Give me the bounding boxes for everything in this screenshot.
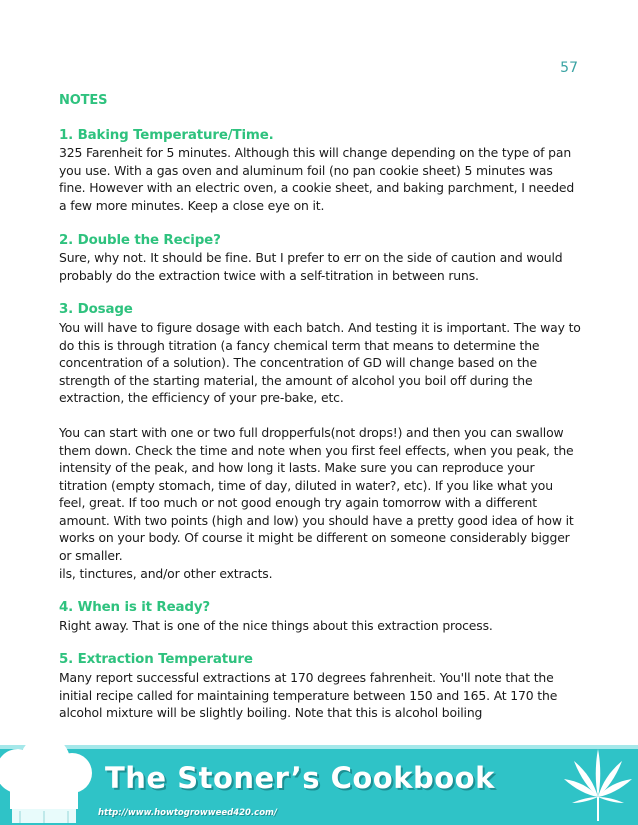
section-paragraph: Right away. That is one of the nice things about this extraction process. xyxy=(59,617,493,633)
section-when-ready xyxy=(59,599,581,634)
page-content xyxy=(59,92,581,739)
section-heading: 1. Baking Temperature/Time. xyxy=(59,127,274,143)
section-paragraph-tail: ils, tinctures, and/or other extracts. xyxy=(59,565,273,581)
section-paragraph: You will have to figure dosage with each batch. And testing it is important. The way to do this is through titration (a fancy chemical term that means to determine the concentration of a solution). The concentration of GD will change based on the strength of the starting material, the amount of alcohol you boil off during the extraction, the efficiency of your pre-bake, etc. xyxy=(59,319,581,406)
section-heading: 2. Double the Recipe? xyxy=(59,232,221,248)
cannabis-leaf-icon xyxy=(562,747,634,825)
section-double-recipe xyxy=(59,232,581,285)
notes-title: NOTES xyxy=(59,93,108,108)
section-paragraph: Many report successful extractions at 170 degrees fahrenheit. You'll note that the initial recipe called for maintaining temperature between 150 and 165. At 170 the alcohol mixture will be slightly boiling. Note that this is alcohol boiling xyxy=(59,670,558,721)
page-number: 57 xyxy=(560,60,578,76)
section-heading: 3. Dosage xyxy=(59,302,133,318)
section-baking-temperature xyxy=(59,127,581,215)
footer-url: http://www.howtogrowweed420.com/ xyxy=(98,808,278,818)
footer-banner xyxy=(0,745,638,825)
section-dosage xyxy=(59,301,581,582)
section-paragraph: 325 Farenheit for 5 minutes. Although this will change depending on the type of pan you use. With a gas oven and aluminum foil (no pan cookie sheet) 5 minutes was fine. However with an electric oven, a cookie sheet, and baking parchment, I needed a few more minutes. Keep a close eye on it. xyxy=(59,145,575,213)
section-extraction-temperature xyxy=(59,651,581,721)
footer-title: The Stoner’s Cookbook xyxy=(105,761,495,795)
section-paragraph: Sure, why not. It should be fine. But I prefer to err on the side of caution and would probably do the extraction twice with a self-titration in between runs. xyxy=(59,250,563,283)
section-paragraph: You can start with one or two full dropperfuls(not drops!) and then you can swallow them down. Check the time and note when you first feel effects, when you peak, the intensity of the peak, and how long it lasts. Make sure you can reproduce your titration (empty stomach, time of day, diluted in water?, etc). If you like what you feel, great. If too much or not good enough try again tomorrow with a different amount. With two points (high and low) you should have a pretty good idea of how it works on your body. Of course it might be different on someone considerably bigger or smaller. xyxy=(59,424,574,564)
section-heading: 4. When is it Ready? xyxy=(59,600,211,616)
chef-hat-icon xyxy=(0,745,100,825)
section-heading: 5. Extraction Temperature xyxy=(59,652,253,668)
